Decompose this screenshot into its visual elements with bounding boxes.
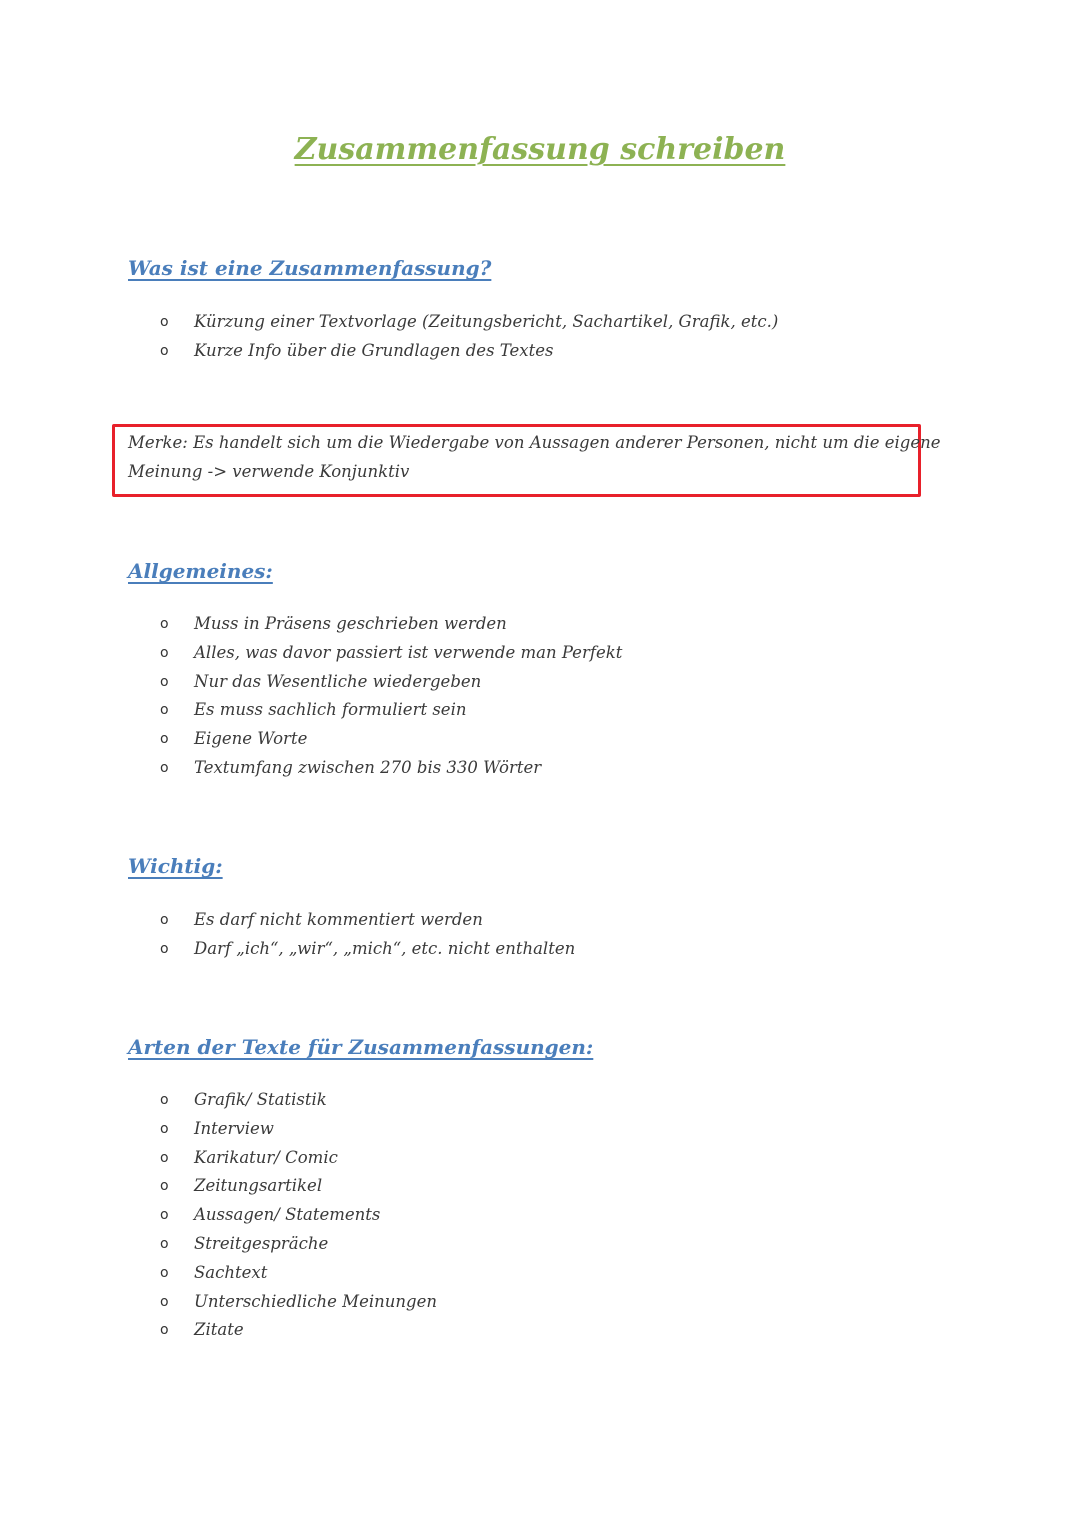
list-item: o Interview — [160, 1115, 437, 1144]
list-item: o Kürzung einer Textvorlage (Zeitungsbericht, Sachartikel, Grafik, etc.) — [160, 308, 778, 337]
heading-was-ist: Was ist eine Zusammenfassung? — [128, 256, 492, 280]
bullet-icon: o — [160, 1293, 169, 1310]
list-item: o Grafik/ Statistik — [160, 1086, 437, 1115]
bullet-icon: o — [160, 673, 169, 690]
list-item: o Streitgespräche — [160, 1230, 437, 1259]
list-allgemeines — [160, 610, 622, 783]
list-item: o Zitate — [160, 1316, 437, 1345]
bullet-icon: o — [160, 731, 169, 748]
list-item: o Unterschiedliche Meinungen — [160, 1288, 437, 1317]
bullet-icon: o — [160, 940, 169, 957]
bullet-icon: o — [160, 1207, 169, 1224]
bullet-icon: o — [160, 616, 169, 632]
heading-wichtig: Wichtig: — [128, 854, 223, 878]
page-title: Zusammenfassung schreiben — [294, 132, 786, 167]
list-item: o Muss in Präsens geschrieben werden — [160, 610, 622, 639]
list-item: o Eigene Worte — [160, 725, 622, 754]
bullet-icon: o — [160, 912, 169, 928]
merke-line-2: Meinung -> verwende Konjunktiv — [128, 462, 410, 481]
list-wichtig — [160, 906, 575, 964]
heading-arten: Arten der Texte für Zusammenfassungen: — [128, 1035, 594, 1059]
bullet-icon: o — [160, 1120, 169, 1137]
bullet-icon: o — [160, 1092, 169, 1108]
bullet-icon: o — [160, 1149, 169, 1166]
bullet-icon: o — [160, 702, 169, 719]
list-item: o Textumfang zwischen 270 bis 330 Wörter — [160, 754, 622, 783]
bullet-icon: o — [160, 1264, 169, 1281]
bullet-icon: o — [160, 644, 169, 661]
bullet-icon: o — [160, 342, 169, 359]
bullet-icon: o — [160, 314, 169, 330]
list-item: o Darf „ich“, „wir“, „mich“, etc. nicht enthalten — [160, 935, 575, 964]
list-item: o Sachtext — [160, 1259, 437, 1288]
list-item: o Es darf nicht kommentiert werden — [160, 906, 575, 935]
list-was-ist — [160, 308, 778, 366]
list-item: o Nur das Wesentliche wiedergeben — [160, 668, 622, 697]
heading-allgemeines: Allgemeines: — [128, 559, 273, 583]
bullet-icon: o — [160, 1178, 169, 1195]
bullet-icon: o — [160, 1235, 169, 1252]
list-item: o Kurze Info über die Grundlagen des Textes — [160, 337, 778, 366]
list-arten — [160, 1086, 437, 1345]
bullet-icon: o — [160, 1322, 169, 1339]
bullet-icon: o — [160, 759, 169, 776]
list-item: o Karikatur/ Comic — [160, 1144, 437, 1173]
list-item: o Aussagen/ Statements — [160, 1201, 437, 1230]
list-item: o Zeitungsartikel — [160, 1172, 437, 1201]
merke-line-1: Merke: Es handelt sich um die Wiedergabe von Aussagen anderer Personen, nicht um die eigene — [128, 433, 941, 452]
list-item: o Alles, was davor passiert ist verwende man Perfekt — [160, 639, 622, 668]
merke-note — [128, 428, 941, 486]
list-item: o Es muss sachlich formuliert sein — [160, 696, 622, 725]
